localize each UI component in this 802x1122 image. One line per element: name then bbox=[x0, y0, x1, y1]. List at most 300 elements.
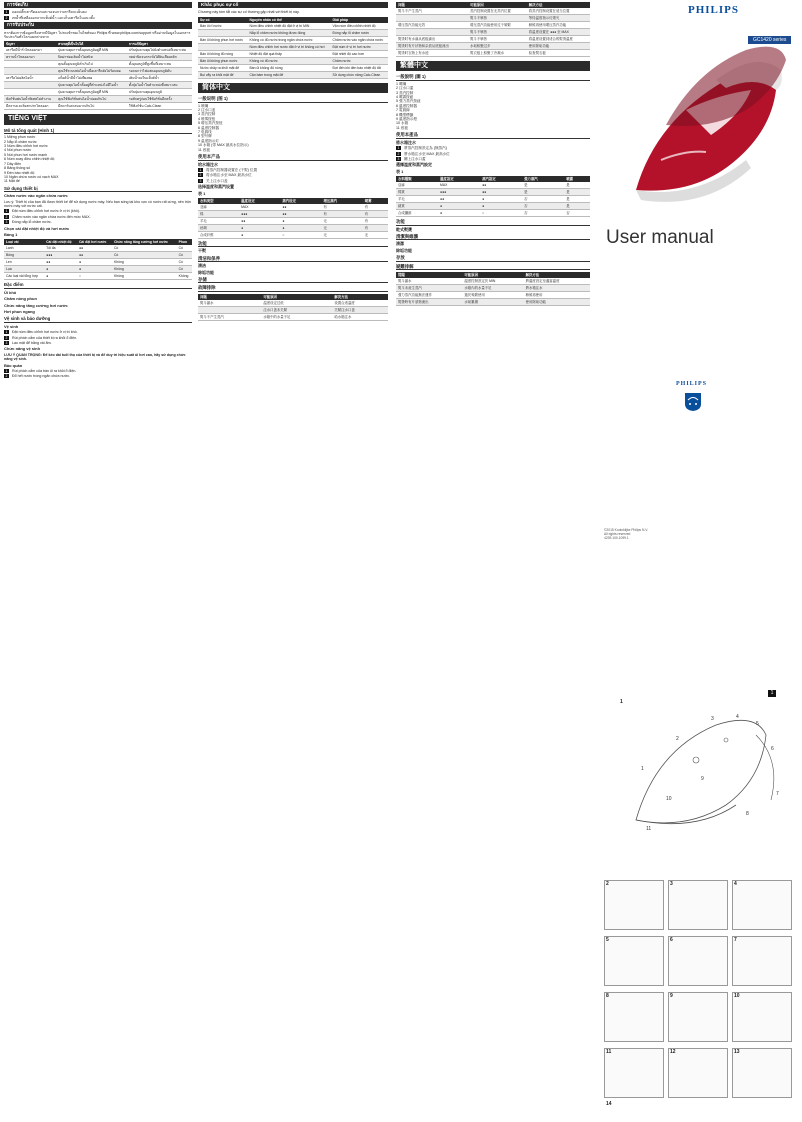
figure-number: 6 bbox=[670, 937, 673, 943]
table-cell: Sử dụng chức năng Calc-Clean bbox=[331, 71, 388, 78]
table-cell: 羊毛 bbox=[396, 196, 438, 203]
table-cell: Vặn núm điều chỉnh nhiệt độ bbox=[331, 23, 388, 30]
list-item: 4 Nút phun nước bbox=[4, 148, 32, 153]
page-number-box: 1 bbox=[768, 690, 776, 697]
section-heading: 疑難排解 bbox=[396, 265, 590, 270]
table-cell: แท็งค์น้ำมีน้ำไม่เพียงพอ bbox=[56, 75, 127, 82]
figure-thumbnail bbox=[732, 936, 792, 986]
table-cell: Có bbox=[112, 245, 177, 252]
paragraph: หากต้องการข้อมูลหรือหากมีปัญหา โปรดเข้าชมเว็บไซต์ของ Philips ที่ www.philips.com/support หรืออ่านข้อมูลในเอกสารรับประกันทั่วโลกแยกต่างหาก bbox=[4, 30, 191, 40]
table-cell: Đặt nhiệt độ cao hơn bbox=[331, 50, 388, 57]
iron-icon bbox=[656, 30, 796, 140]
table-cell: ● bbox=[44, 266, 77, 273]
table-cell: Nhiệt độ đặt quá thấp bbox=[247, 50, 330, 57]
table-cell: ฟังก์ชั่นพ่นไอน้ำพิเศษไม่ทำงาน bbox=[4, 96, 56, 103]
table-cell: Có bbox=[177, 245, 192, 252]
list-item: 9 溫度指示燈 bbox=[396, 117, 417, 122]
table-row bbox=[198, 71, 388, 78]
step: 3 Lau mặt để bằng vải ẩm. bbox=[5, 341, 52, 346]
table-cell bbox=[4, 89, 56, 96]
table-cell: Không có đủ nước bbox=[247, 57, 330, 64]
table-cell bbox=[396, 15, 468, 22]
table-row bbox=[198, 43, 388, 50]
column-chinese bbox=[396, 0, 590, 1122]
table-cell: เตารีดไม่ผลิตไอน้ำ bbox=[4, 75, 56, 82]
table-title: Bảng 1 bbox=[4, 231, 18, 237]
table-cell: ตั้งปุ่มไอน้ำในตำแหน่งที่เหมาะสม bbox=[127, 82, 192, 89]
table-cell: Bàn ủi không phun nước bbox=[198, 57, 247, 64]
table-cell: ●● bbox=[44, 259, 77, 266]
subheading: Chăm nước vào ngăn chứa nước bbox=[4, 193, 68, 199]
table-row bbox=[4, 89, 192, 96]
section-heading: 存放 bbox=[396, 256, 590, 261]
svg-text:1: 1 bbox=[641, 766, 644, 772]
table-cell: 无 bbox=[322, 217, 363, 224]
language-band-traditional-chinese: 繁體中文 bbox=[396, 61, 590, 71]
table-cell: 无 bbox=[322, 224, 363, 231]
table-cell: 丝绸 bbox=[198, 224, 239, 231]
subheading: 清洁 bbox=[198, 263, 206, 269]
list-item: 6 溫度控制器 bbox=[396, 103, 417, 108]
svg-text:5: 5 bbox=[756, 721, 759, 727]
table-cell: 熨斗不够热 bbox=[468, 36, 527, 43]
step: 2 Châm nước vào ngăn chứa nước đến mức MAX. bbox=[5, 214, 91, 219]
table-cell: Không bbox=[112, 273, 177, 280]
table-cell: 將水箱注水 bbox=[524, 284, 590, 291]
table-cell: คุณใช้ระบบพ่นไอน้ำเมื่อเตารีดยังไม่ร้อนพอ bbox=[56, 68, 127, 75]
figure-thumbnail bbox=[732, 1048, 792, 1098]
philips-shield-icon bbox=[684, 392, 702, 412]
table-cell: ● bbox=[438, 210, 480, 217]
table-cell: ●● bbox=[280, 204, 321, 211]
table-row bbox=[198, 64, 388, 71]
table-row bbox=[198, 231, 388, 238]
table-cell: Núm điều chỉnh nhiệt độ đặt ở vị trí MIN bbox=[247, 23, 330, 30]
table-cell: ปรับปุ่มควบคุมไปยังตำแหน่งที่เหมาะสม bbox=[127, 47, 192, 54]
table-cell: ●●● bbox=[438, 189, 480, 196]
figure-thumbnail bbox=[668, 880, 728, 930]
subheading: Chọn cài đặt nhiệt độ và hơi nước bbox=[4, 225, 70, 231]
table-cell: Không bbox=[112, 266, 177, 273]
figure-thumbnail bbox=[668, 936, 728, 986]
subheading: Chức năng vệ sinh bbox=[4, 346, 41, 352]
table-cell: Các loại vải tổng hợp bbox=[4, 273, 44, 280]
table-cell: 合成纤维 bbox=[198, 231, 239, 238]
list-item: 4 喷雾按钮 bbox=[198, 116, 216, 121]
table-cell: 過於頻繁使用 bbox=[462, 291, 523, 298]
figure-number: 10 bbox=[734, 993, 740, 999]
table-cell: 棉 bbox=[198, 210, 239, 217]
table-cell: 使用除垢功能 bbox=[527, 43, 590, 50]
table-cell: คุณใช้ฟังก์ชั่นพ่นไอน้ำบ่อยเกินไป bbox=[56, 96, 127, 103]
list-item: 5 強力蒸汽按鈕 bbox=[396, 99, 421, 104]
step: 2 Đổ hết nước trong ngăn chứa nước. bbox=[5, 374, 71, 379]
table-row bbox=[396, 15, 590, 22]
subheading: Hơi phun ngang bbox=[4, 309, 35, 314]
subheading: 干熨 bbox=[198, 248, 206, 254]
figure-thumbnail bbox=[732, 880, 792, 930]
table-cell: 熨烫时有水滴从底板滴出 bbox=[396, 36, 468, 43]
fabric-table-simplified-chinese: 衣料类型 温度设定 蒸汽设定 增压蒸汽 喷雾 亚麻 MAX ●● 有 有 棉 ●●● ●● 有 有 羊毛 ●● ● 无 有 丝绸 ● ● 无 有 合成纤维 ● ○ 无 无 bbox=[198, 198, 388, 239]
table-cell: 将蒸汽控制设置在适当位置 bbox=[527, 8, 590, 15]
table-cell: 亚麻 bbox=[198, 204, 239, 211]
list-item: 7 电源线 bbox=[198, 130, 212, 135]
table-row bbox=[396, 36, 590, 43]
table-row bbox=[396, 189, 590, 196]
table-cell: 是 bbox=[564, 203, 590, 210]
svg-text:2: 2 bbox=[676, 736, 679, 742]
table-cell bbox=[4, 61, 56, 68]
list-item: 2 Nắp lỗ châm nước bbox=[4, 139, 37, 144]
section-heading: 使用本產品 bbox=[396, 133, 590, 138]
table-cell: ● bbox=[280, 217, 321, 224]
table-cell: 蒸汽控制设置在无蒸汽位置 bbox=[468, 8, 527, 15]
subheading: Ủi khô bbox=[4, 289, 17, 295]
list-item: 10 Ngăn chứa nước có vạch MAX bbox=[4, 174, 59, 179]
table-row bbox=[198, 210, 388, 217]
section-heading: 使用本产品 bbox=[198, 155, 388, 160]
table-row bbox=[396, 43, 590, 50]
table-row bbox=[198, 50, 388, 57]
section-heading: 一般说明 (图 1) bbox=[198, 97, 388, 102]
table-cell: 稍候再使用增压蒸汽功能 bbox=[527, 22, 590, 29]
table-cell: 无 bbox=[322, 231, 363, 238]
table-cell: Bàn ủi không đủ nóng bbox=[247, 64, 330, 71]
step: 3 Đóng nắp lỗ châm nước. bbox=[5, 220, 52, 225]
table-cell: 否 bbox=[564, 210, 590, 217]
table-cell: ปุ่มควบคุมการตั้งอุณหภูมิอยู่ที่ MIN bbox=[56, 47, 127, 54]
list-item: 7 Dây điện bbox=[4, 161, 22, 166]
table-cell: 是 bbox=[564, 182, 590, 189]
list-item: 9 温度指示灯 bbox=[198, 138, 219, 143]
subheading: 选择温度和蒸汽设置 bbox=[198, 184, 234, 190]
svg-text:10: 10 bbox=[666, 796, 672, 802]
table-cell: Bụi vẩy ra khỏi mặt đế bbox=[198, 71, 247, 78]
table-cell: Có bbox=[177, 266, 192, 273]
figure-number: 8 bbox=[606, 993, 609, 999]
figure-number: 4 bbox=[734, 881, 737, 887]
table-cell bbox=[4, 68, 56, 75]
table-cell: 強力蒸汽功能無法運作 bbox=[396, 291, 462, 298]
table-cell: 设置合适温度 bbox=[332, 300, 388, 307]
table-cell: ปิดฝาช่องเติมน้ำไม่สนิท bbox=[56, 54, 127, 61]
step: 2 Rút phích cắm của thiết bị ra khỏi ổ điện. bbox=[5, 335, 78, 340]
table-cell: ● bbox=[480, 203, 522, 210]
table-cell bbox=[4, 82, 56, 89]
table-cell: 水垢积聚过多 bbox=[468, 43, 527, 50]
table-row bbox=[4, 75, 192, 82]
table-cell: MAX bbox=[239, 204, 280, 211]
table-cell: 无 bbox=[363, 231, 388, 238]
list-item: 6 温度控制器 bbox=[198, 125, 219, 130]
list-item: 11 底板 bbox=[198, 147, 210, 152]
table-cell: 稍候再使用 bbox=[524, 291, 590, 298]
table-row bbox=[4, 61, 192, 68]
table-row bbox=[198, 313, 388, 320]
table-cell: กดฝาปิดจนกระทั่งได้ยินเสียงคลิก bbox=[127, 54, 192, 61]
table-cell: ใช้ฟังก์ชั่น Calc-Clean bbox=[127, 103, 192, 110]
table-cell: Lanh bbox=[4, 245, 44, 252]
table-cell: 水垢累積 bbox=[462, 298, 523, 305]
table-cell: Núm điều chỉnh hơi nước đặt ở vị trí không có hơi bbox=[247, 43, 330, 50]
table-cell: ปุ่มควบคุมไอน้ำตั้งอยู่ที่ตำแหน่งไม่มีไอน้ำ bbox=[56, 82, 127, 89]
section-heading: Vệ sinh và bảo dưỡng bbox=[4, 317, 192, 322]
list-item: 2 注水口盖 bbox=[198, 108, 216, 113]
table-cell: 等待温度指示灯熄灭 bbox=[527, 15, 590, 22]
section-heading: 存储 bbox=[198, 278, 388, 283]
subheading: 乾式熨燙 bbox=[396, 226, 412, 232]
list-item: 10 水箱 bbox=[396, 121, 409, 126]
list-item: 1 噴嘴 bbox=[396, 81, 407, 86]
figure-number: 11 bbox=[606, 1049, 612, 1055]
figure-thumbnail bbox=[604, 880, 664, 930]
list-item: 1 Miệng phun nước bbox=[4, 135, 36, 140]
table-cell: 是 bbox=[564, 196, 590, 203]
table-cell: ● bbox=[239, 231, 280, 238]
table-cell: Nắp lỗ châm nước không được đóng bbox=[247, 29, 330, 36]
table-cell bbox=[198, 306, 261, 313]
subheading: Chăm nồng phun bbox=[4, 296, 37, 302]
figure-thumbnail bbox=[668, 1048, 728, 1098]
table-row bbox=[4, 68, 192, 75]
table-cell: ● bbox=[480, 196, 522, 203]
list-item: 8 機型標籤 bbox=[396, 112, 414, 117]
table-cell: ปรับปุ่มควบคุมอุณหภูมิ bbox=[127, 89, 192, 96]
table-cell: ○ bbox=[480, 210, 522, 217]
table-cell: 熨斗不产生蒸汽 bbox=[198, 313, 261, 320]
table-cell: 亞麻 bbox=[396, 182, 438, 189]
table-cell: 否 bbox=[522, 210, 564, 217]
column-cover-figures bbox=[596, 0, 798, 1122]
figure-number: 12 bbox=[670, 1049, 676, 1055]
list-item: 5 增压蒸汽按钮 bbox=[198, 121, 223, 126]
step: 1 Rút phích cắm của bàn ủi ra khỏi ổ điện. bbox=[5, 369, 77, 374]
step: 1 ถอดปลั๊กเตารีดออกและรอจนกว่าเตารีดจะเย็นลง bbox=[5, 10, 87, 15]
section-heading: 清潔與維護 bbox=[396, 235, 590, 240]
list-item: 9 Đèn báo nhiệt độ bbox=[4, 170, 35, 175]
section-heading: 一般說明 (圖 1) bbox=[396, 75, 590, 80]
subheading: Vệ sinh bbox=[4, 323, 19, 329]
table-cell bbox=[396, 29, 468, 36]
subheading: 除垢功能 bbox=[396, 247, 412, 253]
table-cell: ปุ่มควบคุมการตั้งอุณหภูมิอยู่ที่ MIN bbox=[56, 89, 127, 96]
table-cell: 熨斗漏水 bbox=[396, 278, 462, 285]
table-row bbox=[396, 50, 590, 57]
table-cell: ● bbox=[77, 259, 112, 266]
table-cell: 熨斗漏水 bbox=[198, 300, 261, 307]
table-cell: Đặt núm ở vị trí hơi nước bbox=[331, 43, 388, 50]
table-cell: ● bbox=[44, 273, 77, 280]
table-cell: Bàn ủi rỉ nước bbox=[198, 23, 247, 30]
table-cell: รอจนกว่าไฟแสดงอุณหภูมิดับ bbox=[127, 68, 192, 75]
table-row bbox=[4, 252, 192, 259]
table-cell: ●● bbox=[438, 196, 480, 203]
table-cell: Len bbox=[4, 259, 44, 266]
copyright-text: ©2015 Koninklijke Philips N.V. All rights reserved 4239.100.1099.1 bbox=[604, 528, 649, 541]
table-cell: คราบน้ำไหลออกมา bbox=[4, 54, 56, 61]
table-row bbox=[396, 298, 590, 305]
table-cell: 合成纖維 bbox=[396, 210, 438, 217]
troubleshooting-table-traditional-chinese: 問題 可能原因 解決方法 熨斗漏水 溫度控制設定於 MIN 將溫度設定至適當溫度 熨斗未產生蒸汽 水箱內的水量不足 將水箱注水 強力蒸汽功能無法運作 過於頻繁使用 稍候再使用 熨燙時有片狀物流出 水垢累積 使用除垢功能 bbox=[396, 272, 590, 306]
table-cell bbox=[198, 29, 247, 36]
table-cell: ● bbox=[280, 224, 321, 231]
svg-text:7: 7 bbox=[776, 791, 779, 797]
table-cell: 将温度设置在 ●●● 至 MAX bbox=[527, 29, 590, 36]
step: 3 關上注水口蓋 bbox=[397, 156, 426, 161]
table-cell: 使用除垢功能 bbox=[524, 298, 590, 305]
list-item: 2 注水口蓋 bbox=[396, 86, 414, 91]
svg-text:3: 3 bbox=[711, 716, 714, 722]
section-heading: 功能 bbox=[198, 242, 388, 247]
subheading: 清潔 bbox=[396, 241, 404, 247]
figure-thumbnail bbox=[604, 992, 664, 1042]
table-cell: ●● bbox=[239, 217, 280, 224]
table-cell: Có bbox=[112, 252, 177, 259]
table-cell: 羊毛 bbox=[198, 217, 239, 224]
table-cell: Đợi đến khi đèn báo nhiệt độ tắt bbox=[331, 64, 388, 71]
list-item: 8 Bảng thông số bbox=[4, 166, 31, 171]
table-cell: ●● bbox=[77, 245, 112, 252]
table-cell: 溫度控制設定於 MIN bbox=[462, 278, 523, 285]
section-heading: Sử dụng thiết bị bbox=[4, 187, 192, 192]
table-row bbox=[396, 284, 590, 291]
table-row bbox=[198, 36, 388, 43]
table-cell: 增压蒸汽功能无效 bbox=[396, 22, 468, 29]
table-row bbox=[4, 259, 192, 266]
table-row bbox=[396, 22, 590, 29]
table-row bbox=[198, 306, 388, 313]
troubleshooting-table-chinese-continued: 问题 可能原因 解决方法 熨斗不产生蒸汽 蒸汽控制设置在无蒸汽位置 将蒸汽控制设置在适当位置 熨斗不够热 等待温度指示灯熄灭 增压蒸汽功能无效 增压蒸汽功能使用过于频繁 稍候再使用增压蒸汽功能 熨斗不够热 将温度设置在 ●●● 至 MAX 熨烫时有水滴从底板滴出 熨斗不够热 将温度设置到适合的熨烫温度 熨烫时有片状物和杂质从底板流出 水垢积聚过多 使用除垢功能 熨烫时衣物上有水迹 熨衣板上积聚了冷凝水 检查熨衣板 bbox=[396, 2, 590, 57]
list-item: 8 型号牌 bbox=[198, 134, 212, 139]
section-heading: Mô tả tổng quát (Hình 1) bbox=[4, 129, 192, 134]
philips-logo-small: PHILIPS bbox=[676, 381, 708, 387]
section-heading: Đặc điểm bbox=[4, 283, 192, 288]
list-item: 3 蒸汽控制 bbox=[198, 112, 216, 117]
warning-note: LƯU Ý QUAN TRỌNG: Để kéo dài tuổi thọ của thiết bị và để duy trì hiệu suất ủi hơi cao, hãy sử dụng chức năng vệ sinh. bbox=[4, 352, 186, 362]
table-row bbox=[4, 54, 192, 61]
table-cell: 有 bbox=[363, 210, 388, 217]
table-cell: เติมน้ำลงในแท็งค์น้ำ bbox=[127, 75, 192, 82]
table-cell: 棉質 bbox=[396, 189, 438, 196]
table-cell: ●●● bbox=[44, 252, 77, 259]
step: 3 关上注水口盖 bbox=[199, 178, 228, 183]
table-cell: 將溫度設定至適當溫度 bbox=[524, 278, 590, 285]
table-cell: Bàn ủi không phun hơi nước bbox=[198, 36, 247, 43]
section-header: Khắc phục sự cố bbox=[198, 2, 388, 8]
figure-thumbnail bbox=[668, 992, 728, 1042]
table-cell: รอสักครู่ก่อนใช้ฟังก์ชั่นอีกครั้ง bbox=[127, 96, 192, 103]
table-cell: Nước chảy ra khỏi mặt đế bbox=[198, 64, 247, 71]
fabric-table-traditional-chinese: 衣料種類 溫度設定 蒸汽設定 強力蒸汽 噴霧 亞麻 MAX ●● 是 是 棉質 ●●● ●● 是 是 羊毛 ●● ● 否 是 絲質 ● ● 否 是 合成纖維 ● ○ 否 否 bbox=[396, 176, 590, 217]
figure-thumbnail bbox=[732, 992, 792, 1042]
table-cell: 有 bbox=[322, 204, 363, 211]
figure-number: 3 bbox=[670, 881, 673, 887]
table-row bbox=[198, 29, 388, 36]
table-cell: 熨衣板上积聚了冷凝水 bbox=[468, 50, 527, 57]
table-cell: MAX bbox=[438, 182, 480, 189]
philips-logo: PHILIPS bbox=[688, 4, 740, 16]
troubleshooting-table-simplified-chinese: 问题 可能原因 解决方法 熨斗漏水 温度设定过低 设置合适温度 注水口盖未关紧 关紧注水口盖 熨斗不产生蒸汽 水箱中的水量不足 给水箱注水 bbox=[198, 294, 388, 321]
figure-number: 7 bbox=[734, 937, 737, 943]
list-item: 7 電源線 bbox=[396, 108, 410, 113]
step: 1 Đặt núm điều chỉnh hơi nước ở vị trí (khô). bbox=[5, 209, 80, 214]
table-cell: 否 bbox=[522, 196, 564, 203]
subheading: Chức năng tăng cường hơi nước bbox=[4, 302, 68, 308]
figure-number: 2 bbox=[606, 881, 609, 887]
table-cell: ○ bbox=[77, 273, 112, 280]
subheading: 將水箱注水 bbox=[396, 139, 416, 145]
subheading: 選擇溫度和蒸汽設定 bbox=[396, 162, 432, 168]
svg-text:6: 6 bbox=[771, 746, 774, 752]
table-cell: 关紧注水口盖 bbox=[332, 306, 388, 313]
table-cell: 将温度设置到适合的熨烫温度 bbox=[527, 36, 590, 43]
section-header: การจัดเก็บ bbox=[4, 2, 192, 8]
table-cell: ○ bbox=[280, 231, 321, 238]
table-cell: เตารีดมีน้ำรั่วไหลออกมา bbox=[4, 47, 56, 54]
section-header: การรับประกัน bbox=[4, 22, 192, 28]
fabric-table-vietnamese: Loại vải Cài đặt nhiệt độ Cài đặt hơi nước Chức năng tăng cường hơi nước Phun Lanh Tối đa ●● Có Có Bông ●●● ●● Có Có Len ●● ● Không Có Lụa ● ● Không Có Các loại vải tổng hợp ● ○ Không Không bbox=[4, 239, 192, 280]
table-cell: 熨斗不够热 bbox=[468, 15, 527, 22]
table-cell: 有 bbox=[363, 217, 388, 224]
table-row bbox=[4, 96, 192, 103]
table-cell: 熨斗未產生蒸汽 bbox=[396, 284, 462, 291]
overview-list bbox=[198, 104, 388, 152]
paragraph: Chương này tóm tắt các sự cố thường gặp nhất với thiết bị này. bbox=[198, 10, 300, 15]
table-cell: 否 bbox=[522, 203, 564, 210]
table-cell: ●●● bbox=[239, 210, 280, 217]
figure-thumbnail bbox=[604, 936, 664, 986]
column-vietnamese-chinese bbox=[198, 0, 388, 1122]
table-row bbox=[198, 217, 388, 224]
table-cell: ตั้งอุณหภูมิที่สูงขึ้นที่เหมาะสม bbox=[127, 61, 192, 68]
svg-text:4: 4 bbox=[736, 714, 739, 720]
step: 2 เทน้ำที่เหลือออกจากแท็งค์น้ำ และเก็บเตารีดในแนวตั้ง bbox=[5, 15, 95, 20]
table-cell: 给水箱注水 bbox=[332, 313, 388, 320]
table-cell: Bông bbox=[4, 252, 44, 259]
language-band-vietnamese: TIẾNG VIỆT bbox=[4, 114, 192, 124]
table-cell: Có bbox=[177, 252, 192, 259]
list-item: 1 喷嘴 bbox=[198, 103, 209, 108]
table-row bbox=[396, 210, 590, 217]
list-item: 10 水箱 (带 MAX 最高水位指示) bbox=[198, 143, 249, 148]
table-cell: มีคราบและสิ่งสกปรกไหลออก bbox=[4, 103, 56, 110]
list-item: 11 Mặt đế bbox=[4, 179, 20, 184]
series-badge: GC1420 series bbox=[748, 36, 791, 44]
section-heading: 清洁和保养 bbox=[198, 257, 388, 262]
table-title: 表 1 bbox=[396, 168, 404, 174]
list-item: 3 Núm điều chỉnh hơi nước bbox=[4, 144, 48, 149]
table-row bbox=[198, 224, 388, 231]
table-cell: Cặn bám trong mặt đế bbox=[247, 71, 330, 78]
table-cell: Không bbox=[112, 259, 177, 266]
table-cell: ●● bbox=[77, 252, 112, 259]
table-row bbox=[396, 29, 590, 36]
table-cell: Có bbox=[177, 259, 192, 266]
table-cell: Đóng nắp lỗ châm nước bbox=[331, 29, 388, 36]
figure-number: 5 bbox=[606, 937, 609, 943]
table-cell: 是 bbox=[564, 189, 590, 196]
table-cell: Tối đa bbox=[44, 245, 77, 252]
svg-text:9: 9 bbox=[701, 776, 704, 782]
table-row bbox=[4, 266, 192, 273]
step: 2 將水箱注水至 MAX 最高水位 bbox=[397, 151, 450, 156]
table-row bbox=[198, 57, 388, 64]
subheading: 除垢功能 bbox=[198, 269, 214, 275]
table-row bbox=[4, 273, 192, 280]
section-heading: 故障排除 bbox=[198, 286, 388, 291]
table-cell: ● bbox=[239, 224, 280, 231]
table-cell: Lụa bbox=[4, 266, 44, 273]
